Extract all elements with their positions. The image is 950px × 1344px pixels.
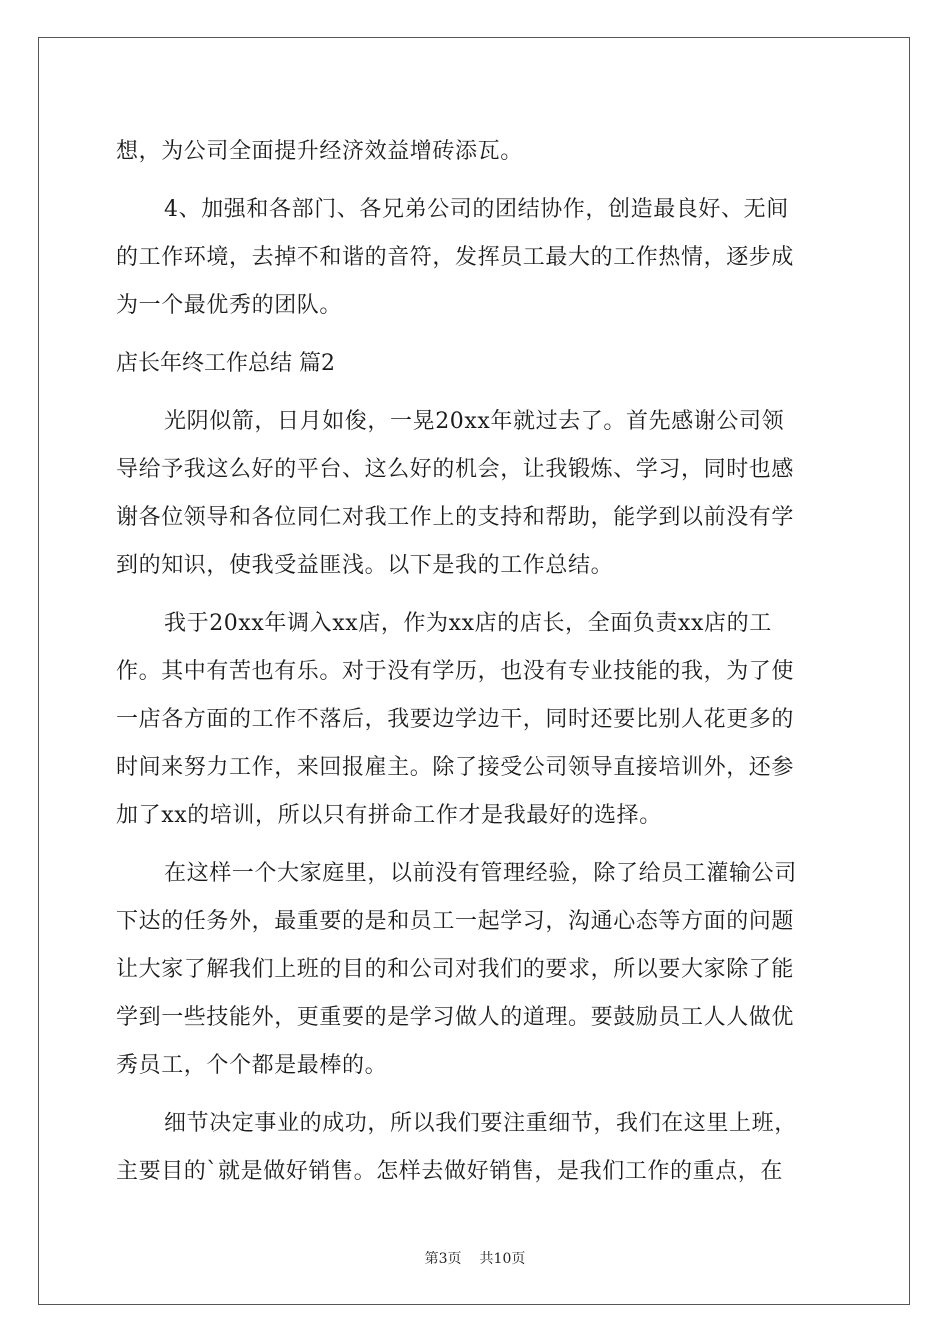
paragraph — [116, 128, 836, 176]
heading-text: 店长年终工作总结 篇2 — [116, 351, 335, 376]
paragraph — [116, 398, 836, 590]
paragraph — [116, 600, 836, 840]
paragraph — [116, 850, 836, 1090]
text-line: 下达的任务外，最重要的是和员工一起学习，沟通心态等方面的问题 — [116, 909, 795, 934]
document-body — [116, 128, 836, 1196]
text-line: 想，为公司全面提升经济效益增砖添瓦。 — [116, 139, 523, 164]
section-heading — [116, 340, 836, 388]
text-line: 我于20xx年调入xx店，作为xx店的店长，全面负责xx店的工 — [164, 611, 772, 636]
text-line: 秀员工，个个都是最棒的。 — [116, 1053, 388, 1078]
text-line: 4、加强和各部门、各兄弟公司的团结协作，创造最良好、无间 — [164, 197, 789, 222]
text-line: 让大家了解我们上班的目的和公司对我们的要求，所以要大家除了能 — [116, 957, 795, 982]
text-line: 谢各位领导和各位同仁对我工作上的支持和帮助，能学到以前没有学 — [116, 505, 795, 530]
text-line: 时间来努力工作，来回报雇主。除了接受公司领导直接培训外，还参 — [116, 755, 795, 780]
text-line: 作。其中有苦也有乐。对于没有学历，也没有专业技能的我，为了使 — [116, 659, 795, 684]
text-line: 加了xx的培训，所以只有拼命工作才是我最好的选择。 — [116, 803, 662, 828]
text-line: 光阴似箭，日月如俊，一晃20xx年就过去了。首先感谢公司领 — [164, 409, 785, 434]
text-line: 主要目的`就是做好销售。怎样去做好销售，是我们工作的重点，在 — [116, 1159, 784, 1184]
paragraph — [116, 1100, 836, 1196]
text-line: 一店各方面的工作不落后，我要边学边干，同时还要比别人花更多的 — [116, 707, 795, 732]
page-footer — [0, 1248, 950, 1268]
text-line: 到的知识，使我受益匪浅。以下是我的工作总结。 — [116, 553, 614, 578]
text-line: 细节决定事业的成功，所以我们要注重细节，我们在这里上班， — [164, 1111, 797, 1136]
text-line: 导给予我这么好的平台、这么好的机会，让我锻炼、学习，同时也感 — [116, 457, 795, 482]
text-line: 的工作环境，去掉不和谐的音符，发挥员工最大的工作热情，逐步成 — [116, 245, 795, 270]
page-total: 共10页 — [479, 1251, 526, 1267]
text-line: 为一个最优秀的团队。 — [116, 293, 343, 318]
text-line: 在这样一个大家庭里，以前没有管理经验，除了给员工灌输公司 — [164, 861, 797, 886]
page-number: 第3页 — [424, 1251, 462, 1267]
text-line: 学到一些技能外，更重要的是学习做人的道理。要鼓励员工人人做优 — [116, 1005, 795, 1030]
paragraph — [116, 186, 836, 330]
